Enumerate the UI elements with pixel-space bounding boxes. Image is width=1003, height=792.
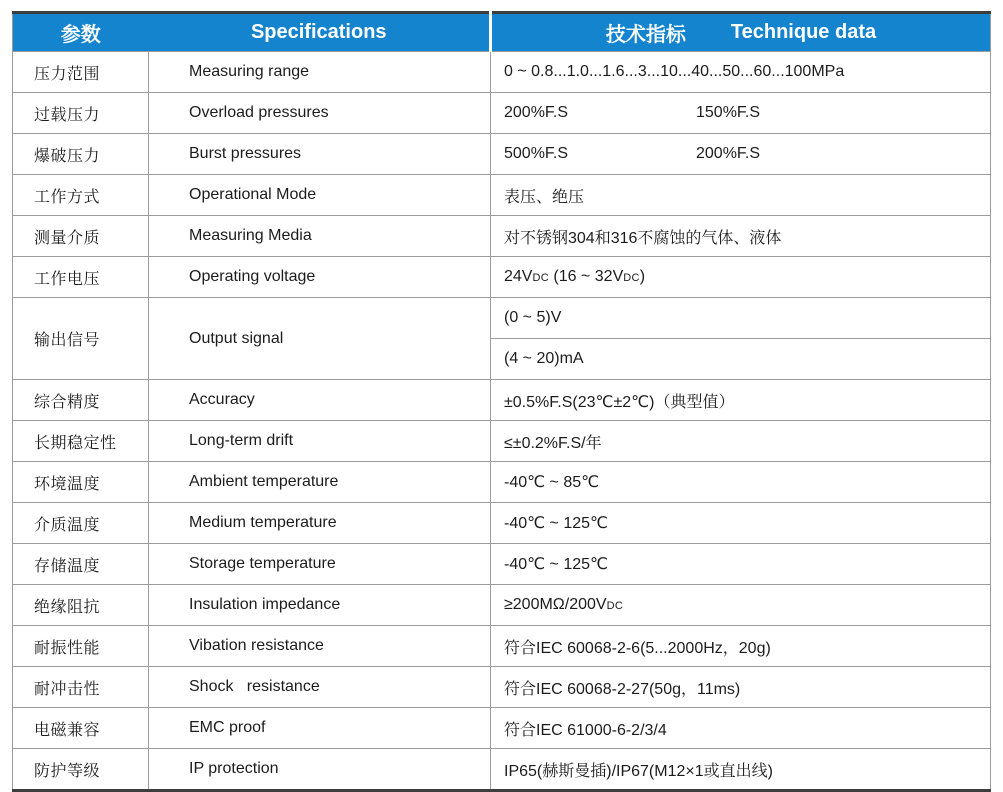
value-cell: [491, 134, 991, 175]
value-cell: 符合IEC 60068-2-6(5...2000Hz，20g): [491, 626, 991, 667]
row-measuring-range: [13, 52, 991, 93]
value-cell: 对不锈钢304和316不腐蚀的气体、液体: [491, 216, 991, 257]
value-cell: [491, 585, 991, 626]
value-cell: ≤±0.2%F.S/年: [491, 421, 991, 462]
row-storage-temperature: [13, 544, 991, 585]
param-cell: 绝缘阻抗: [13, 585, 149, 626]
value-cell: -40℃ ~ 125℃: [491, 503, 991, 544]
spec-cell: Medium temperature: [149, 503, 491, 544]
param-cell: 压力范围: [13, 52, 149, 93]
value-part-1: 24V: [504, 268, 533, 285]
row-emc-proof: [13, 708, 991, 749]
param-cell: 电磁兼容: [13, 708, 149, 749]
spec-cell: Burst pressures: [149, 134, 491, 175]
value-subscript-dc: DC: [606, 600, 624, 612]
row-medium-temperature: [13, 503, 991, 544]
row-vibration-resistance: [13, 626, 991, 667]
table-header: [13, 13, 991, 52]
param-cell: 防护等级: [13, 749, 149, 791]
spec-table: [12, 11, 991, 792]
value-subscript-dc: DC: [532, 272, 549, 284]
param-cell: 综合精度: [13, 380, 149, 421]
spec-cell: Storage temperature: [149, 544, 491, 585]
spec-cell: Operating voltage: [149, 257, 491, 298]
row-ip-protection: [13, 749, 991, 791]
param-cell: 输出信号: [13, 298, 149, 380]
param-cell: 过载压力: [13, 93, 149, 134]
row-output-signal: [13, 298, 991, 339]
spec-cell: Measuring Media: [149, 216, 491, 257]
header-row: [13, 13, 991, 52]
value-part-3: ): [639, 268, 646, 285]
spec-cell: Vibation resistance: [149, 626, 491, 667]
row-burst-pressures: [13, 134, 991, 175]
value-cell: 符合IEC 60068-2-27(50g，11ms): [491, 667, 991, 708]
row-insulation-impedance: [13, 585, 991, 626]
spec-cell: Insulation impedance: [149, 585, 491, 626]
row-ambient-temperature: [13, 462, 991, 503]
param-cell: 长期稳定性: [13, 421, 149, 462]
value-cell: ±0.5%F.S(23℃±2℃)（典型值）: [491, 380, 991, 421]
header-technique-data: [491, 13, 991, 52]
spec-cell: Long-term drift: [149, 421, 491, 462]
param-cell: 工作电压: [13, 257, 149, 298]
spec-cell: Ambient temperature: [149, 462, 491, 503]
value-part-1: ≥200MΩ/200V: [504, 596, 607, 613]
value-cell-output-voltage: (0 ~ 5)V: [491, 298, 991, 339]
spec-cell: IP protection: [149, 749, 491, 791]
value-cell: 0 ~ 0.8...1.0...1.6...3...10...40...50...60...100MPa: [491, 52, 991, 93]
spec-cell: Overload pressures: [149, 93, 491, 134]
value-part-1: 500%F.S: [504, 145, 569, 162]
value-cell: -40℃ ~ 85℃: [491, 462, 991, 503]
param-cell: 存储温度: [13, 544, 149, 585]
spec-sheet: [12, 11, 990, 792]
value-cell: [491, 93, 991, 134]
spec-cell: Measuring range: [149, 52, 491, 93]
param-cell: 耐振性能: [13, 626, 149, 667]
value-cell-output-current: (4 ~ 20)mA: [491, 339, 991, 380]
param-cell: 介质温度: [13, 503, 149, 544]
param-cell: 爆破压力: [13, 134, 149, 175]
param-cell: 测量介质: [13, 216, 149, 257]
header-tech-cn: 技术指标: [605, 24, 686, 46]
param-cell: 工作方式: [13, 175, 149, 216]
row-overload-pressures: [13, 93, 991, 134]
value-subscript-dc: DC: [623, 272, 640, 284]
spec-cell: Output signal: [149, 298, 491, 380]
row-operating-voltage: [13, 257, 991, 298]
spec-cell: Accuracy: [149, 380, 491, 421]
spec-cell: EMC proof: [149, 708, 491, 749]
value-cell: 符合IEC 61000-6-2/3/4: [491, 708, 991, 749]
header-tech-en: Technique data: [730, 21, 877, 43]
value-part-2: 200%F.S: [696, 145, 761, 162]
value-cell: [491, 257, 991, 298]
table-body: [13, 52, 991, 791]
row-accuracy: [13, 380, 991, 421]
header-param: 参数: [13, 13, 149, 52]
param-cell: 耐冲击性: [13, 667, 149, 708]
param-cell: 环境温度: [13, 462, 149, 503]
row-operational-mode: [13, 175, 991, 216]
value-part-2: (16 ~ 32V: [548, 268, 624, 285]
row-measuring-media: [13, 216, 991, 257]
value-cell: IP65(赫斯曼插)/IP67(M12×1或直出线): [491, 749, 991, 791]
spec-cell: Operational Mode: [149, 175, 491, 216]
value-part-2: 150%F.S: [696, 104, 761, 121]
row-long-term-drift: [13, 421, 991, 462]
header-specifications: Specifications: [149, 13, 491, 52]
value-cell: -40℃ ~ 125℃: [491, 544, 991, 585]
row-shock-resistance: [13, 667, 991, 708]
value-part-1: 200%F.S: [504, 104, 569, 121]
header-technique-wrap: [492, 18, 990, 47]
value-cell: 表压、绝压: [491, 175, 991, 216]
spec-cell: Shock resistance: [149, 667, 491, 708]
